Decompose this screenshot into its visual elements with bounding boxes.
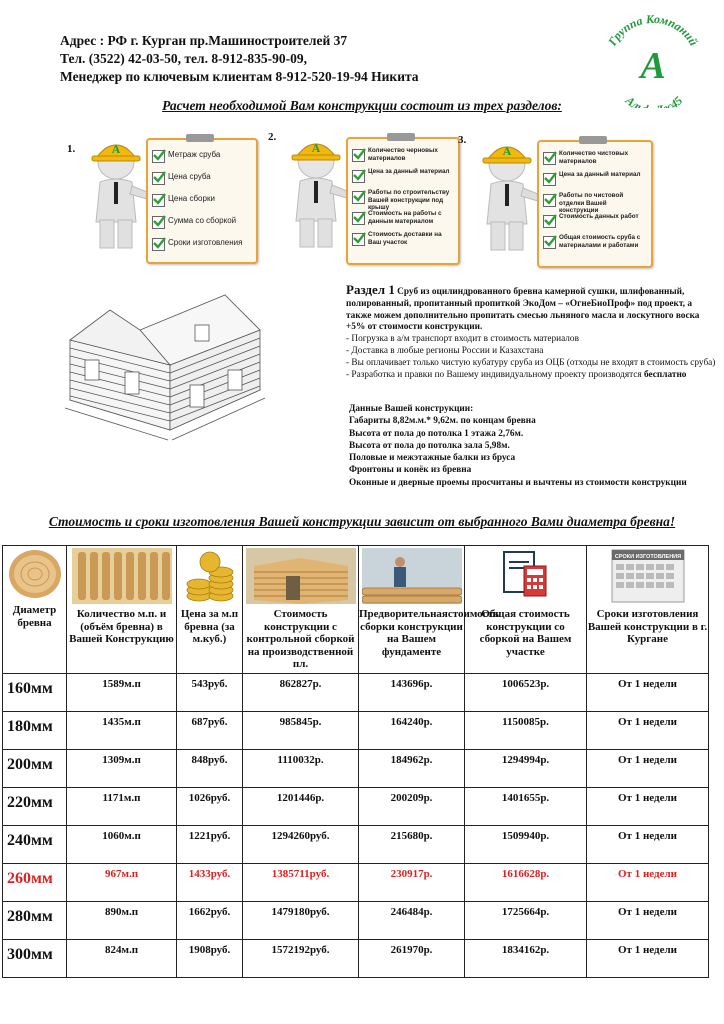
cell-total: 1006523р.	[465, 674, 587, 712]
header-quantity-label: Количество м.п. и (объём бревна) в Вашей Конструкцию	[69, 608, 174, 645]
table-row	[3, 826, 709, 864]
cell-price: 543руб.	[177, 674, 243, 712]
header-term-label: Сроки изготовления Вашей конструкции в г. Кургане	[587, 608, 708, 645]
razdel-title: Раздел 1	[346, 282, 395, 297]
header-term	[587, 546, 709, 674]
checklist-item: Цена за данный материал	[368, 168, 450, 175]
construction-line: Половые и межэтажные балки из бруса	[349, 453, 516, 464]
razdel-bullet: - Доставка в любые регионы России и Казахстана	[346, 345, 544, 356]
cell-cost: 1479180руб.	[243, 902, 359, 940]
cell-diameter: 200мм	[3, 750, 67, 788]
checkmark-icon	[543, 152, 556, 165]
header-quantity	[67, 546, 177, 674]
checklist-item: Цена сборки	[168, 194, 215, 203]
cell-assembly: 164240р.	[359, 712, 465, 750]
logs-stack-icon	[72, 548, 172, 604]
checkmark-icon	[543, 236, 556, 249]
construction-line: Габариты 8,82м.м.* 9,62м. по концам бревна	[349, 416, 536, 427]
construction-line: Фронтоны и конёк из бревна	[349, 465, 472, 476]
checkmark-icon	[152, 172, 165, 185]
cell-term: От 1 недели	[587, 864, 709, 902]
cell-cost: 985845р.	[243, 712, 359, 750]
header-assembly	[359, 546, 499, 674]
step-number: 1.	[67, 143, 76, 155]
checklist-item: Цена сруба	[168, 172, 211, 181]
checkmark-icon	[543, 194, 556, 207]
table-row	[3, 902, 709, 940]
calculator-document-icon	[496, 548, 556, 604]
cell-qty: 824м.п	[67, 940, 177, 978]
cell-price: 1662руб.	[177, 902, 243, 940]
cell-total: 1725664р.	[465, 902, 587, 940]
cell-diameter: 240мм	[3, 826, 67, 864]
cell-term: От 1 недели	[587, 902, 709, 940]
header-price	[177, 546, 243, 674]
razdel-bullet: - Погрузка в а/м транспорт входит в стоимость материалов	[346, 334, 579, 345]
checklist-item: Стоимость на работы с данным материалом	[368, 210, 442, 225]
construction-title: Данные Вашей конструкции:	[349, 404, 474, 414]
cell-assembly: 261970р.	[359, 940, 465, 978]
razdel-1-text	[346, 284, 716, 381]
header-total	[465, 546, 587, 674]
cell-diameter: 260мм	[3, 864, 67, 902]
cell-qty: 967м.п	[67, 864, 177, 902]
checklist-item: Количество чистовых материалов	[559, 150, 629, 165]
header-assembly-label: Предворительнаястоимость сборки конструкции на Вашем фундаменте	[359, 608, 499, 658]
checkmark-icon	[352, 170, 365, 183]
assembly-worker-icon	[362, 548, 462, 604]
board-clip	[186, 134, 214, 142]
step-number: 3.	[458, 134, 467, 146]
logo-letter: А	[640, 45, 666, 87]
cell-price: 1433руб.	[177, 864, 243, 902]
cell-qty: 1060м.п	[67, 826, 177, 864]
cell-price: 1026руб.	[177, 788, 243, 826]
cell-diameter: 220мм	[3, 788, 67, 826]
cell-term: От 1 недели	[587, 674, 709, 712]
table-title: Стоимость и сроки изготовления Вашей конструкции зависит от выбранного Вами диаметра бревна!	[48, 514, 676, 529]
cell-price: 848руб.	[177, 750, 243, 788]
table-row	[3, 750, 709, 788]
board-clip	[579, 136, 607, 144]
cell-assembly: 215680р.	[359, 826, 465, 864]
checklist-item: Стоимость данных работ	[559, 213, 639, 220]
cell-total: 1401655р.	[465, 788, 587, 826]
cell-total: 1509940р.	[465, 826, 587, 864]
cell-total: 1150085р.	[465, 712, 587, 750]
cell-price: 1908руб.	[177, 940, 243, 978]
price-table	[2, 545, 709, 978]
cell-cost: 1201446р.	[243, 788, 359, 826]
coins-icon	[185, 548, 235, 604]
header-diameter-label: Диаметр бревна	[12, 604, 57, 629]
cell-assembly: 184962р.	[359, 750, 465, 788]
checkmark-icon	[352, 191, 365, 204]
table-row	[3, 788, 709, 826]
cell-total: 1616628р.	[465, 864, 587, 902]
cell-price: 1221руб.	[177, 826, 243, 864]
header-diameter	[3, 546, 67, 674]
cell-cost: 1385711руб.	[243, 864, 359, 902]
board-clip	[387, 133, 415, 141]
checkmark-icon	[543, 173, 556, 186]
checklist-item: Метраж сруба	[168, 150, 221, 159]
svg-text:Группа Компаний	[605, 12, 701, 49]
construction-line: Высота от пола до потолка зала 5,98м.	[349, 440, 510, 451]
cell-diameter: 160мм	[3, 674, 67, 712]
cell-cost: 1110032р.	[243, 750, 359, 788]
checkmark-icon	[352, 149, 365, 162]
cell-term: От 1 недели	[587, 750, 709, 788]
checklist-item: Работы по чистовой отделки Вашей конструкции	[559, 192, 624, 214]
checklist-item: Сроки изготовления	[168, 238, 243, 247]
cell-diameter: 280мм	[3, 902, 67, 940]
construction-data	[349, 403, 719, 489]
log-frame-icon	[246, 548, 356, 604]
log-end-icon	[7, 548, 63, 600]
checklist-item: Сумма со сборкой	[168, 216, 237, 225]
calendar-icon	[608, 548, 688, 604]
checkmark-icon	[152, 238, 165, 251]
cell-cost: 862827р.	[243, 674, 359, 712]
checkmark-icon	[152, 194, 165, 207]
cell-qty: 1171м.п	[67, 788, 177, 826]
cell-assembly: 246484р.	[359, 902, 465, 940]
checkmark-icon	[152, 216, 165, 229]
checklist-item: Количество черновых материалов	[368, 147, 438, 162]
cell-diameter: 180мм	[3, 712, 67, 750]
cell-term: От 1 недели	[587, 826, 709, 864]
construction-line: Высота от пола до потолка 1 этажа 2,76м.	[349, 428, 524, 439]
cell-term: От 1 недели	[587, 788, 709, 826]
cell-qty: 1589м.п	[67, 674, 177, 712]
razdel-free-word: бесплатно	[644, 369, 687, 380]
cell-qty: 1435м.п	[67, 712, 177, 750]
step-number: 2.	[268, 131, 277, 143]
razdel-bullet: - Вы оплачивает только чистую кубатуру сруба из ОЦБ (отходы не входят в стоимость сруба)	[346, 357, 716, 368]
razdel-bullet: - Разработка и правки по Вашему индивидуальному проекту производятся	[346, 369, 642, 380]
address-line: Адрес : РФ г. Курган пр.Машиностроителей 37	[60, 33, 348, 48]
cell-qty: 1309м.п	[67, 750, 177, 788]
table-row	[3, 712, 709, 750]
cell-term: От 1 недели	[587, 712, 709, 750]
cell-cost: 1294260руб.	[243, 826, 359, 864]
calendar-label: СРОКИ ИЗГОТОВЛЕНИЯ	[614, 554, 681, 560]
header-price-label: Цена за м.п бревна (за м.куб.)	[180, 608, 239, 645]
svg-text:А: А	[311, 141, 321, 155]
checkmark-icon	[152, 150, 165, 163]
table-row	[3, 864, 709, 902]
cell-diameter: 300мм	[3, 940, 67, 978]
header-cost	[243, 546, 359, 674]
cell-price: 687руб.	[177, 712, 243, 750]
header-cost-label: Стоимость конструкции с контрольной сборкой на производственной пл.	[246, 608, 355, 670]
checklist-item: Работы по строительству Вашей конструкции под крышу	[368, 189, 450, 211]
manager-line: Менеджер по ключевым клиентам 8-912-520-19-94 Никита	[60, 69, 419, 84]
cell-cost: 1572192руб.	[243, 940, 359, 978]
cell-total: 1834162р.	[465, 940, 587, 978]
logo-bottom-text: Аль с45	[622, 93, 686, 108]
checklist-item: Общая стоимость сруба с материалами и работами	[559, 234, 641, 249]
cell-assembly: 230917р.	[359, 864, 465, 902]
company-logo	[600, 8, 706, 108]
checkmark-icon	[543, 215, 556, 228]
checkmark-icon	[352, 233, 365, 246]
table-row	[3, 674, 709, 712]
house-drawing	[50, 290, 290, 490]
cell-qty: 890м.п	[67, 902, 177, 940]
checklist-item: Стоимость доставки на Ваш участок	[368, 231, 442, 246]
logo-top-text: Группа Компаний	[605, 11, 701, 49]
cell-assembly: 143696р.	[359, 674, 465, 712]
checklist-item: Цена за данный материал	[559, 171, 641, 178]
construction-line: Оконные и дверные проемы просчитаны и вычтены из стоимости конструкции	[349, 477, 687, 488]
phones-line: Тел. (3522) 42-03-50, тел. 8-912-835-90-09,	[60, 51, 307, 66]
svg-text:А: А	[111, 142, 121, 156]
svg-text:А: А	[502, 144, 512, 158]
table-row	[3, 940, 709, 978]
razdel-intro: Сруб из оцилиндрованного бревна камерной сушки, шлифованный, полированный, пропитанный пропиткой ЭкоДом – «ОгнеБиоПроф» под проект, а также можем дополнительно пропитать смесью льняного масла и лоскутного воска +5% от стоимости конструкции.	[346, 287, 700, 333]
cell-term: От 1 недели	[587, 940, 709, 978]
cell-total: 1294994р.	[465, 750, 587, 788]
checkmark-icon	[352, 212, 365, 225]
section-title: Расчет необходимой Вам конструкции состоит из трех разделов:	[162, 98, 562, 113]
header-total-label: Общая стоимость конструкции со сборкой на Вашем участке	[479, 608, 572, 658]
cell-assembly: 200209р.	[359, 788, 465, 826]
